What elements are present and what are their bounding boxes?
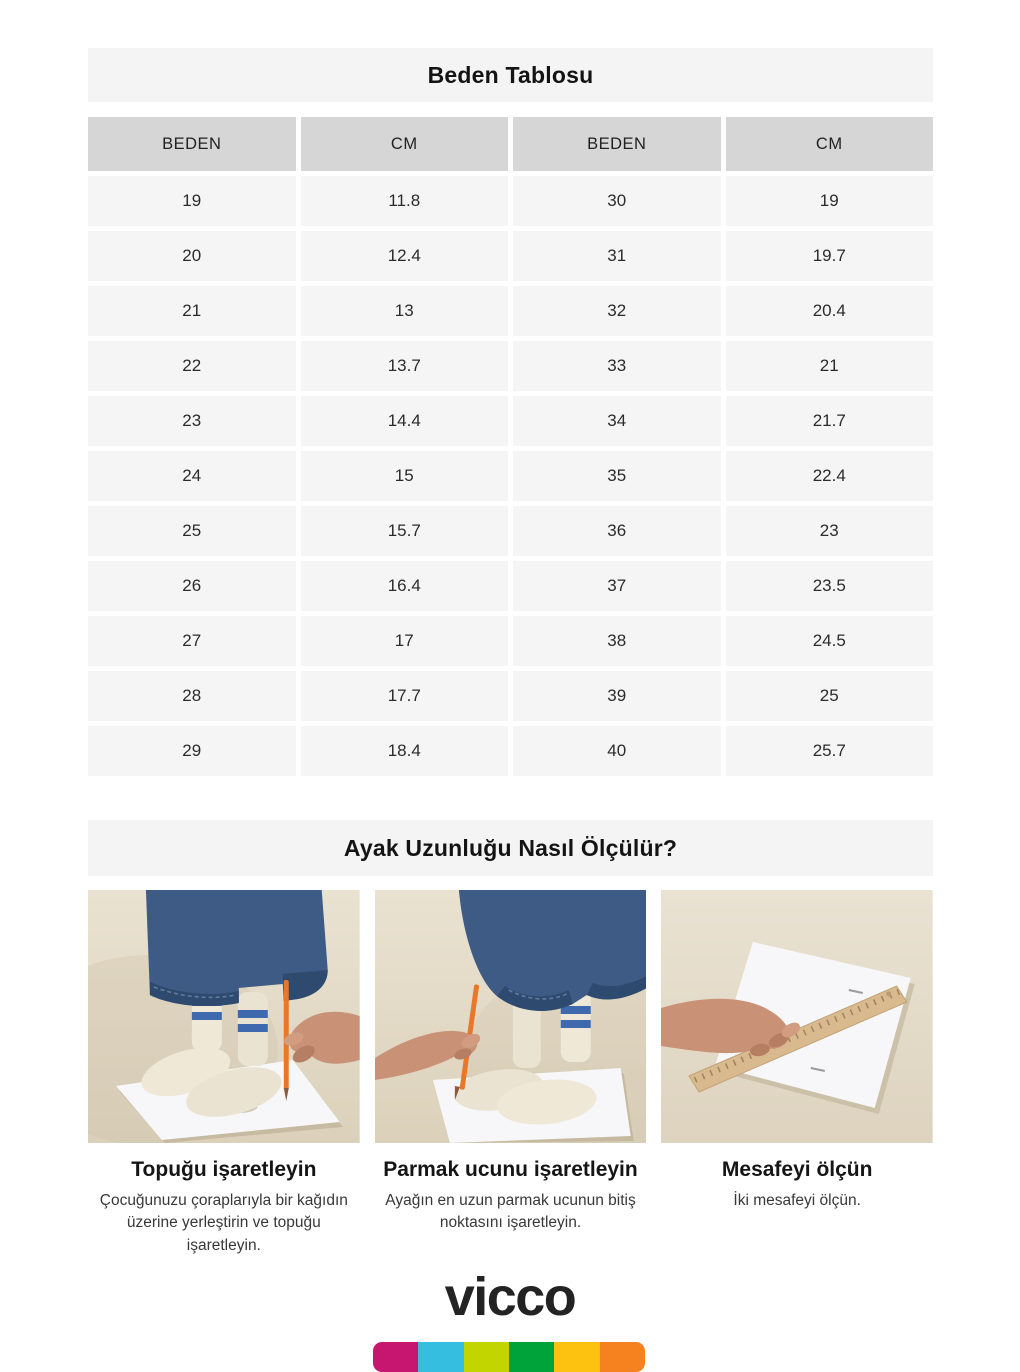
size-cell: 25 (88, 506, 296, 556)
cm-cell: 23 (726, 506, 934, 556)
cm-cell: 17.7 (301, 671, 509, 721)
cm-cell: 19.7 (726, 231, 934, 281)
step-caption-measure (661, 1143, 933, 1257)
column-header-beden-1: BEDEN (88, 117, 296, 171)
cm-cell: 20.4 (726, 286, 934, 336)
cm-cell: 21.7 (726, 396, 934, 446)
size-cell: 20 (88, 231, 296, 281)
rainbow-segment-cyan (418, 1342, 463, 1372)
cm-cell: 24.5 (726, 616, 934, 666)
step-caption-mark-heel (88, 1143, 360, 1257)
cm-cell: 12.4 (301, 231, 509, 281)
cm-cell: 15 (301, 451, 509, 501)
step-description: İki mesafeyi ölçün. (733, 1192, 861, 1209)
rainbow-segment-orange (600, 1342, 645, 1372)
step-title: Topuğu işaretleyin (131, 1158, 317, 1181)
measure-guide-title (88, 820, 933, 876)
size-cell: 21 (88, 286, 296, 336)
size-cell: 30 (513, 176, 721, 226)
mark-heel-illustration (88, 890, 360, 1143)
cm-cell: 19 (726, 176, 934, 226)
step-description: Ayağın en uzun parmak ucunun bitiş noktasını işaretleyin. (385, 1192, 636, 1232)
cm-cell: 16.4 (301, 561, 509, 611)
size-table (88, 117, 933, 776)
mark-toe-illustration (375, 890, 647, 1143)
size-cell: 29 (88, 726, 296, 776)
column-header-beden-2: BEDEN (513, 117, 721, 171)
cm-cell: 15.7 (301, 506, 509, 556)
jeans-cuffs (146, 890, 328, 1006)
cm-cell: 21 (726, 341, 934, 391)
cm-cell: 17 (301, 616, 509, 666)
cm-cell: 23.5 (726, 561, 934, 611)
cm-cell: 18.4 (301, 726, 509, 776)
cm-cell: 13 (301, 286, 509, 336)
step-title: Parmak ucunu işaretleyin (383, 1158, 638, 1181)
size-cell: 19 (88, 176, 296, 226)
size-cell: 34 (513, 396, 721, 446)
size-cell: 37 (513, 561, 721, 611)
size-cell: 27 (88, 616, 296, 666)
step-title: Mesafeyi ölçün (721, 1158, 873, 1181)
rainbow-segment-green (509, 1342, 554, 1372)
size-cell: 38 (513, 616, 721, 666)
size-cell: 24 (88, 451, 296, 501)
cm-cell: 22.4 (726, 451, 934, 501)
size-table-title (88, 48, 933, 102)
measure-distance-illustration (661, 890, 933, 1143)
cm-cell: 14.4 (301, 396, 509, 446)
size-cell: 40 (513, 726, 721, 776)
measure-step-captions (88, 1143, 933, 1257)
mark-toe-photo (375, 890, 647, 1143)
size-cell: 23 (88, 396, 296, 446)
size-cell: 35 (513, 451, 721, 501)
step-description: Çocuğunuzu çoraplarıyla bir kağıdın üzerine yerleştirin ve topuğu işaretleyin. (99, 1192, 348, 1254)
size-cell: 22 (88, 341, 296, 391)
measure-guide-title-text: Ayak Uzunluğu Nasıl Ölçülür? (343, 834, 678, 861)
measure-step-photos (88, 890, 933, 1143)
cm-cell: 11.8 (301, 176, 509, 226)
rainbow-segment-pink (373, 1342, 418, 1372)
rainbow-segment-yellow (554, 1342, 599, 1372)
size-cell: 39 (513, 671, 721, 721)
vicco-logo: vicco (444, 1267, 576, 1327)
size-cell: 36 (513, 506, 721, 556)
step-caption-mark-toe (375, 1143, 647, 1257)
cm-cell: 25 (726, 671, 934, 721)
column-header-cm-2: CM (726, 117, 934, 171)
column-header-cm-1: CM (301, 117, 509, 171)
size-table-title-text: Beden Tablosu (427, 61, 594, 88)
size-cell: 31 (513, 231, 721, 281)
cm-cell: 13.7 (301, 341, 509, 391)
rainbow-segment-lime (464, 1342, 509, 1372)
size-cell: 32 (513, 286, 721, 336)
cm-cell: 25.7 (726, 726, 934, 776)
measure-distance-photo (661, 890, 933, 1143)
size-cell: 26 (88, 561, 296, 611)
size-cell: 33 (513, 341, 721, 391)
brand-rainbow-bar (373, 1342, 645, 1372)
size-cell: 28 (88, 671, 296, 721)
mark-heel-photo (88, 890, 360, 1143)
